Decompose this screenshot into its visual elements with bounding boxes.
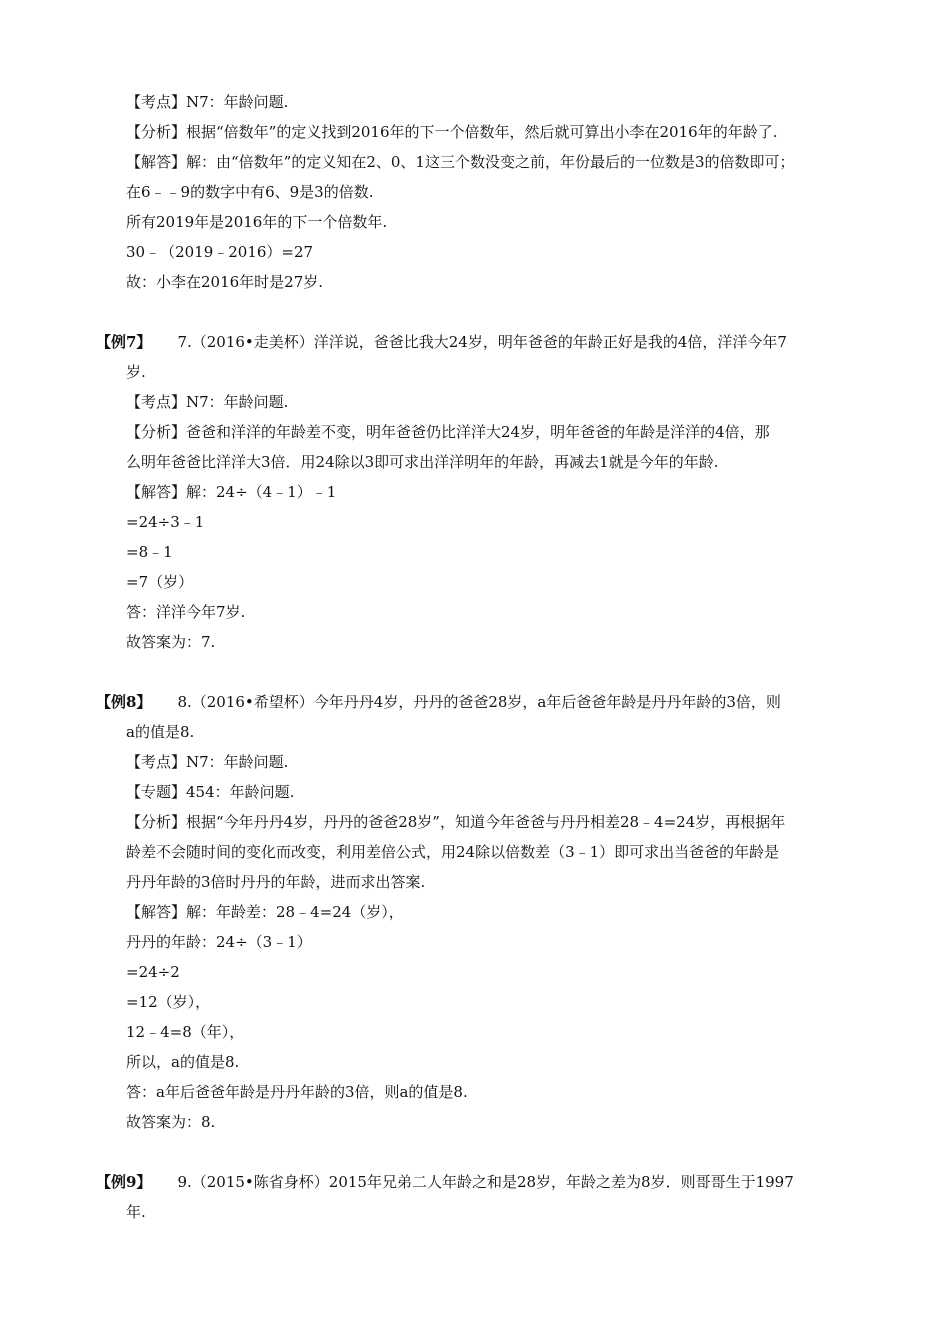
ex7-kaodian: 【考点】N7：年龄问题. <box>126 393 289 411</box>
ex7-number: 7. <box>177 333 192 351</box>
ex6-kaodian: 【考点】N7：年龄问题. <box>126 93 289 111</box>
ex8-question-line-1 <box>96 692 781 712</box>
ex8-fenxi-2: 龄差不会随时间的变化而改变，利用差倍公式，用24除以倍数差（3﹣1）即可求出当爸爸的年龄是 <box>126 843 780 861</box>
ex8-fenxi-1: 【分析】根据“今年丹丹4岁，丹丹的爸爸28岁”，知道今年爸爸与丹丹相差28﹣4=24岁，再根据年 <box>126 813 786 831</box>
ex6-jieda: 【解答】解：由“倍数年”的定义知在2、0、1这三个数没变之前，年份最后的一位数是3的倍数即可； <box>126 153 795 171</box>
ex7-step-1: =24÷3﹣1 <box>126 513 205 531</box>
ex9-question-line-1 <box>96 1172 794 1192</box>
ex9-question-line-2: 年. <box>126 1203 146 1221</box>
ex7-fenxi-2: 么明年爸爸比洋洋大3倍．用24除以3即可求出洋洋明年的年龄，再减去1就是今年的年龄. <box>126 453 719 471</box>
ex8-step-4: 12﹣4=8（年）， <box>126 1023 245 1041</box>
ex8-question: （2016•希望杯）今年丹丹4岁，丹丹的爸爸28岁，a年后爸爸年龄是丹丹年龄的3倍，则 <box>191 693 781 711</box>
ex7-question-line-1 <box>96 332 787 352</box>
ex7-jieda: 【解答】解：24÷（4﹣1）﹣1 <box>126 483 337 501</box>
ex8-zhuanti: 【专题】454：年龄问题. <box>126 783 295 801</box>
ex8-question-line-2: a的值是8. <box>126 723 195 741</box>
ex8-number: 8. <box>177 693 192 711</box>
ex7-step-3: =7（岁） <box>126 573 194 591</box>
ex7-fenxi-1: 【分析】爸爸和洋洋的年龄差不变，明年爸爸仍比洋洋大24岁，明年爸爸的年龄是洋洋的4倍，那 <box>126 423 770 441</box>
ex8-step-1: 丹丹的年龄：24÷（3﹣1） <box>126 933 312 951</box>
ex6-step-1: 在6﹣﹣9的数字中有6、9是3的倍数. <box>126 183 374 201</box>
ex9-question: （2015•陈省身杯）2015年兄弟二人年龄之和是28岁，年龄之差为8岁．则哥哥生于1997 <box>191 1173 794 1191</box>
ex7-question-line-2: 岁. <box>126 363 146 381</box>
ex8-final: 故答案为：8. <box>126 1113 216 1131</box>
ex6-step-2: 所有2019年是2016年的下一个倍数年. <box>126 213 388 231</box>
ex7-question: （2016•走美杯）洋洋说，爸爸比我大24岁，明年爸爸的年龄正好是我的4倍，洋洋今年7 <box>191 333 787 351</box>
ex8-fenxi-3: 丹丹年龄的3倍时丹丹的年龄，进而求出答案. <box>126 873 426 891</box>
ex7-tag: 【例7】 <box>96 333 152 351</box>
ex8-answer: 答：a年后爸爸年龄是丹丹年龄的3倍，则a的值是8. <box>126 1083 468 1101</box>
ex6-fenxi: 【分析】根据“倍数年”的定义找到2016年的下一个倍数年，然后就可算出小李在2016年的年龄了. <box>126 123 778 141</box>
ex8-step-2: =24÷2 <box>126 963 180 981</box>
ex7-step-2: =8﹣1 <box>126 543 173 561</box>
ex6-step-3: 30﹣（2019﹣2016）=27 <box>126 243 314 261</box>
ex7-answer: 答：洋洋今年7岁. <box>126 603 246 621</box>
ex9-tag: 【例9】 <box>96 1173 152 1191</box>
ex8-tag: 【例8】 <box>96 693 152 711</box>
ex8-step-5: 所以，a的值是8. <box>126 1053 240 1071</box>
ex6-conclusion: 故：小李在2016年时是27岁. <box>126 273 324 291</box>
ex8-jieda: 【解答】解：年龄差：28﹣4=24（岁）， <box>126 903 404 921</box>
ex8-kaodian: 【考点】N7：年龄问题. <box>126 753 289 771</box>
ex7-final: 故答案为：7. <box>126 633 216 651</box>
ex9-number: 9. <box>177 1173 192 1191</box>
ex8-step-3: =12（岁）， <box>126 993 211 1011</box>
